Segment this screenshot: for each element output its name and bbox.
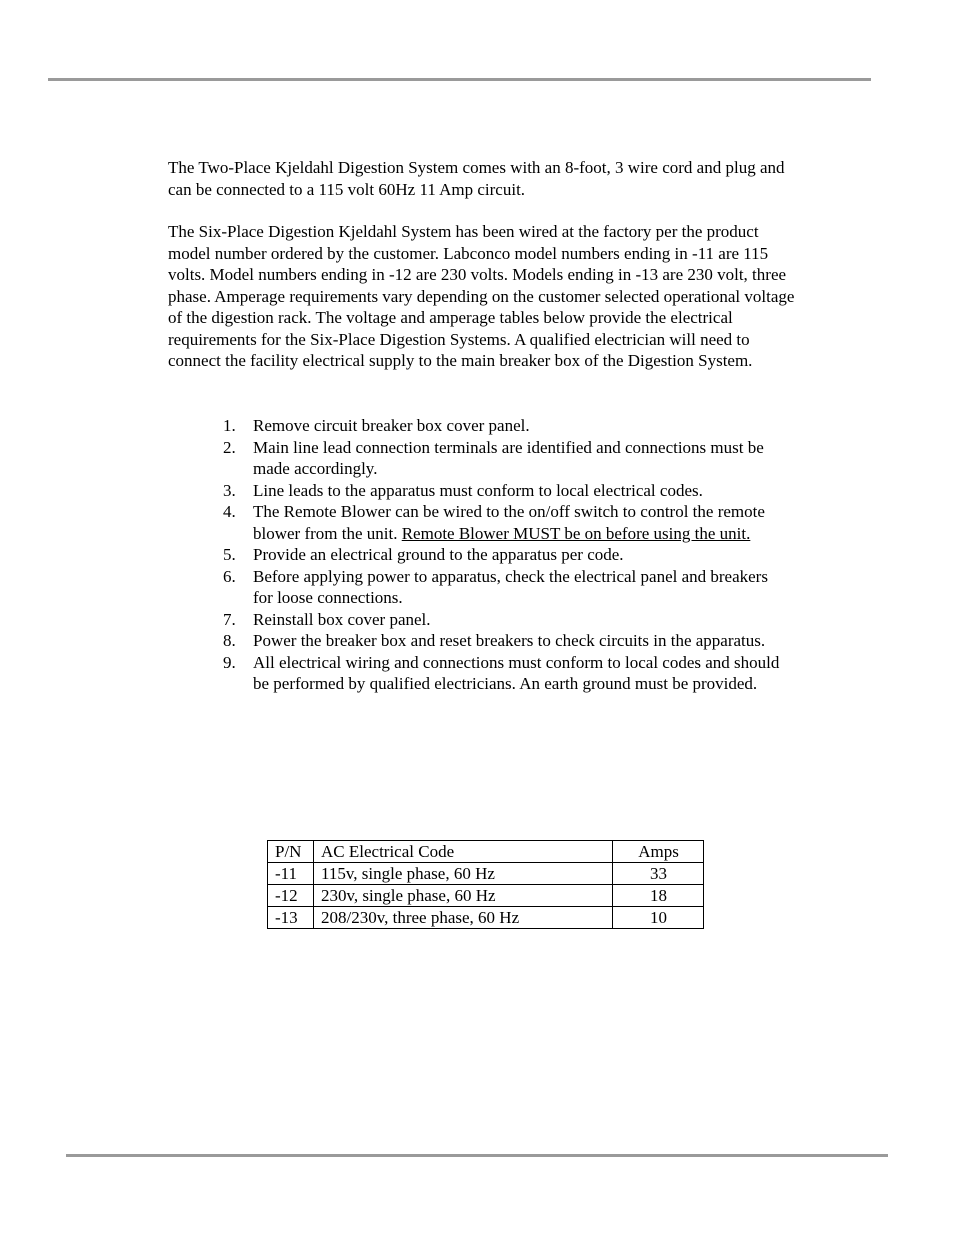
list-item: 6. Before applying power to apparatus, check the electrical panel and breakers for loose connections. <box>223 566 768 607</box>
list-item: 5. Provide an electrical ground to the apparatus per code. <box>223 545 624 564</box>
table-row: -11 115v, single phase, 60 Hz 33 <box>268 863 704 885</box>
installation-steps <box>220 415 780 695</box>
list-item: 7. Reinstall box cover panel. <box>223 609 431 629</box>
list-item: 3. Line leads to the apparatus must conform to local electrical codes. <box>223 480 703 500</box>
list-item: 1. Remove circuit breaker box cover panel. <box>223 416 530 435</box>
table-row: -13 208/230v, three phase, 60 Hz 10 <box>268 907 704 929</box>
list-item: 4. The Remote Blower can be wired to the on/off switch to control the remote blower from the unit. Remote Blower MUST be on before using the unit. <box>223 502 765 543</box>
amperage-table <box>267 840 704 929</box>
footer-rule <box>66 1154 888 1157</box>
header-pn: P/N <box>268 841 314 863</box>
header-rule <box>48 78 871 81</box>
header-ac-code: AC Electrical Code <box>314 841 613 863</box>
list-item: 2. Main line lead connection terminals are identified and connections must be made accordingly. <box>223 437 764 478</box>
list-item: 8. Power the breaker box and reset breakers to check circuits in the apparatus. <box>223 631 766 650</box>
paragraph-two-place: The Two-Place Kjeldahl Digestion System comes with an 8-foot, 3 wire cord and plug and can be connected to a 115 volt 60Hz 11 Amp circuit. <box>168 158 785 199</box>
list-item: 9. All electrical wiring and connections must conform to local codes and should be performed by qualified electricians. An earth ground must be provided. <box>223 652 780 693</box>
table-header-row <box>268 841 704 863</box>
header-amps: Amps <box>613 841 704 863</box>
blower-warning: Remote Blower MUST be on before using the unit. <box>401 523 751 543</box>
table-row: -12 230v, single phase, 60 Hz 18 <box>268 885 704 907</box>
paragraph-six-place: The Six-Place Digestion Kjeldahl System has been wired at the factory per the product model number ordered by the customer. Labconco model numbers ending in -11 are 115 volts. Model numbers ending in -12 are 230 volts. Models ending in -13 are 230 volt, three phase. Amperage requirements vary depending on the customer selected operational voltage of the digestion rack. The voltage and amperage tables below provide the electrical requirements for the Six-Place Digestion Systems. A qualified electrician will need to connect the facility electrical supply to the main breaker box of the Digestion System. <box>168 222 795 370</box>
